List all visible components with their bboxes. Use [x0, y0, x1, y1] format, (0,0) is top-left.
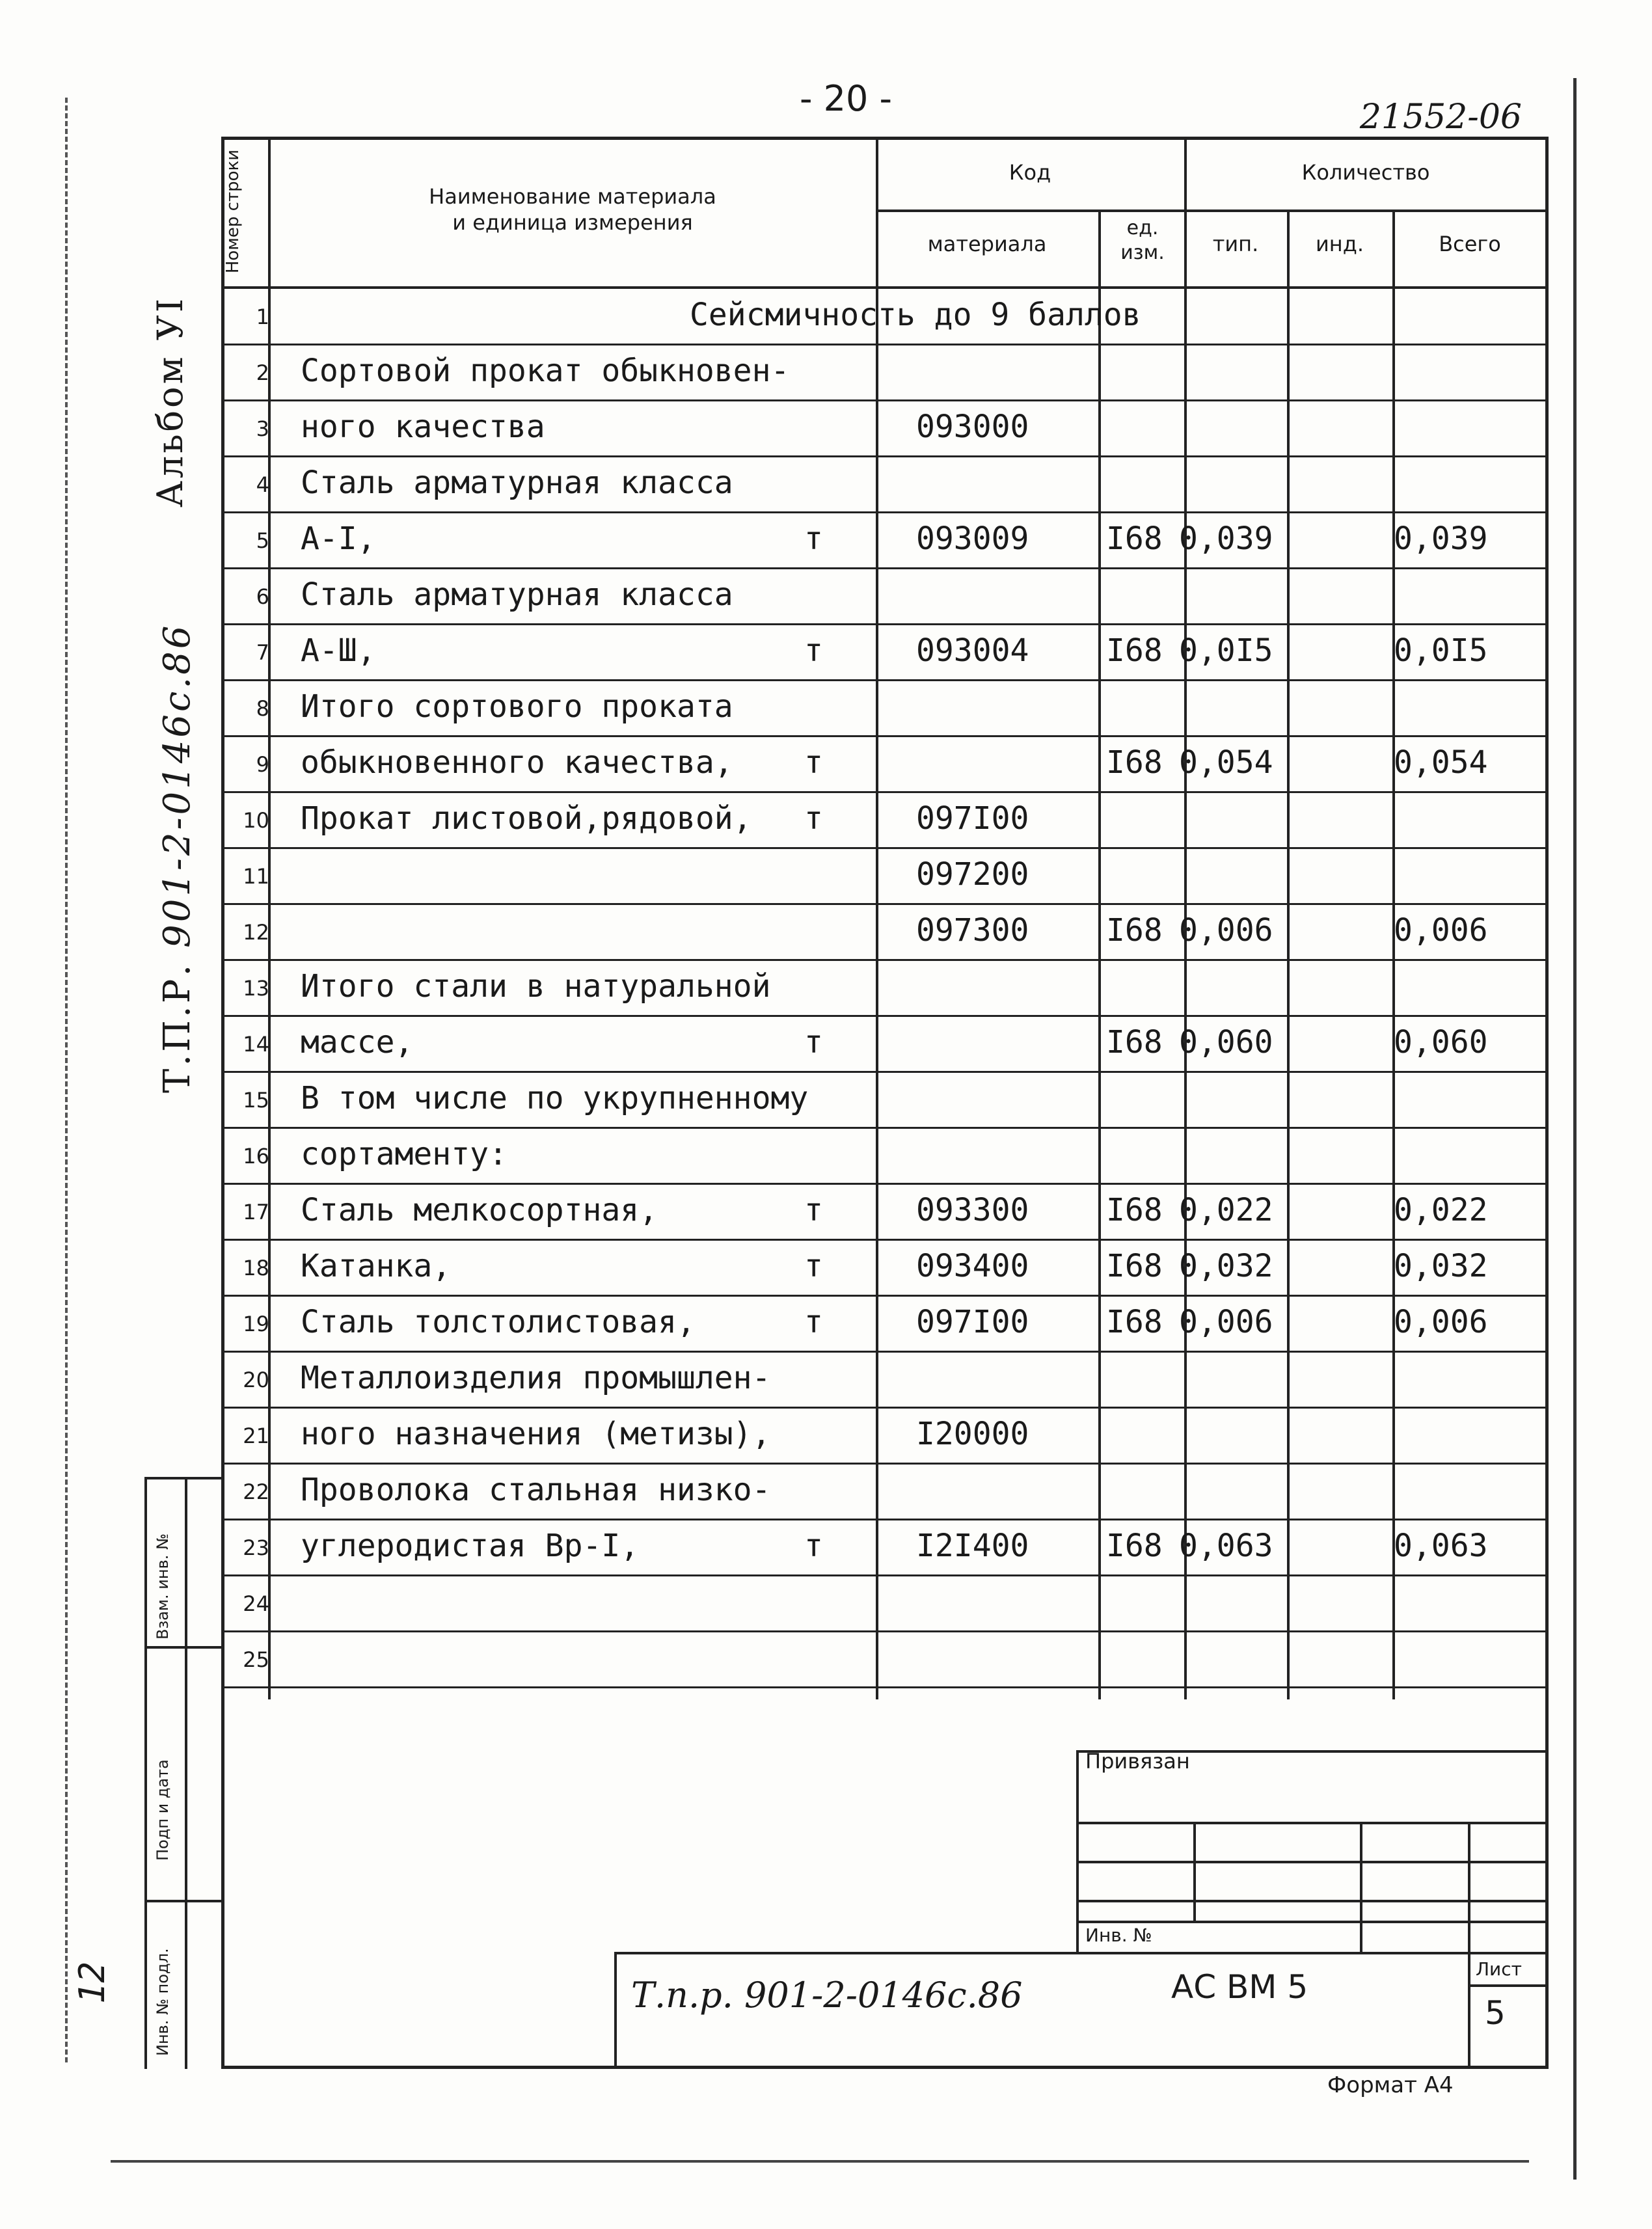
- side-stamp-mid-line: [185, 1477, 187, 2069]
- row-divider: [223, 847, 1547, 849]
- material-name: обыкновенного качества,: [301, 744, 733, 781]
- material-name: Металлоизделия промышлен-: [301, 1360, 771, 1396]
- row-divider: [223, 679, 1547, 681]
- material-name: ного назначения (метизы),: [301, 1416, 771, 1452]
- sheet-divider-line: [1468, 1984, 1549, 1987]
- material-code: 093400: [916, 1248, 1029, 1284]
- side-stamp-left-line: [144, 1477, 147, 2069]
- bottom-edge-line: [111, 2160, 1529, 2163]
- row-divider: [223, 1574, 1547, 1576]
- material-code: 093009: [916, 520, 1029, 557]
- row-number: 3: [256, 416, 269, 441]
- material-name: Итого сортового проката: [301, 688, 733, 725]
- unit: т: [804, 632, 823, 669]
- row-divider: [223, 1463, 1547, 1465]
- quantity-typical: 0,063: [1179, 1528, 1273, 1564]
- side-stamp-podp-data: Подп и дата: [154, 1759, 172, 1861]
- row-divider: [223, 1015, 1547, 1017]
- row-number: 19: [243, 1312, 269, 1336]
- quantity-typical: 0,006: [1179, 1304, 1273, 1340]
- row-number: 9: [256, 752, 269, 777]
- unit-code: I68: [1106, 1304, 1163, 1340]
- row-divider: [223, 511, 1547, 513]
- header-subline: [876, 209, 1547, 212]
- project-label-prefix: Т.П.Р.: [156, 962, 198, 1093]
- material-code: 097200: [916, 856, 1029, 893]
- quantity-total: 0,0I5: [1394, 632, 1488, 669]
- binding-label: Привязан: [1085, 1749, 1190, 1774]
- side-stamp-top-line: [144, 1477, 223, 1479]
- quantity-total: 0,063: [1394, 1528, 1488, 1564]
- stamp-divider-2: [1360, 1822, 1362, 1952]
- document-number: 21552-06: [1359, 98, 1522, 137]
- format-label: Формат А4: [1327, 2072, 1454, 2098]
- row-divider: [223, 735, 1547, 737]
- quantity-total: 0,032: [1394, 1248, 1488, 1284]
- quantity-total: 0,022: [1394, 1192, 1488, 1228]
- titleblock-code: Т.п.р. 901-2-0146с.86: [631, 1975, 1023, 2016]
- row-number: 16: [243, 1144, 269, 1169]
- row-divider: [223, 623, 1547, 625]
- material-code: 093000: [916, 409, 1029, 445]
- row-number: 23: [243, 1535, 269, 1560]
- row-number: 7: [256, 640, 269, 665]
- row-divider: [223, 344, 1547, 345]
- row-divider: [223, 1295, 1547, 1297]
- stamp-divider-3: [1468, 1822, 1470, 2068]
- row-number: 2: [256, 360, 269, 385]
- unit-code: I68: [1106, 1024, 1163, 1060]
- header-code: Код: [1009, 160, 1051, 185]
- row-divider: [223, 1519, 1547, 1520]
- quantity-typical: 0,054: [1179, 744, 1273, 781]
- unit: т: [804, 520, 823, 557]
- quantity-typical: 0,032: [1179, 1248, 1273, 1284]
- header-qty-total: Всего: [1439, 232, 1501, 256]
- project-label-code: 901-2-0146с.86: [156, 623, 198, 948]
- material-name: Сталь арматурная класса: [301, 465, 733, 501]
- quantity-typical: 0,0I5: [1179, 632, 1273, 669]
- material-name: Сталь арматурная класса: [301, 576, 733, 613]
- titleblock-top-line: [614, 1952, 1549, 1954]
- col-divider-typ: [1287, 209, 1290, 1699]
- material-name: Сталь мелкосортная,: [301, 1192, 658, 1228]
- header-name: Наименование материала и единица измерения: [429, 184, 716, 235]
- row-number: 25: [243, 1647, 269, 1672]
- stamp-line-2: [1076, 1861, 1549, 1863]
- row-divider: [223, 959, 1547, 961]
- header-qty-typ: тип.: [1212, 232, 1259, 256]
- unit: т: [804, 1024, 823, 1060]
- header-code-material: материала: [927, 232, 1047, 256]
- quantity-total: 0,060: [1394, 1024, 1488, 1060]
- quantity-typical: 0,006: [1179, 912, 1273, 949]
- material-name: А-Ш,: [301, 632, 376, 669]
- material-code: I20000: [916, 1416, 1029, 1452]
- unit-code: I68: [1106, 520, 1163, 557]
- header-bottom-line: [223, 286, 1547, 289]
- row-number: 13: [243, 976, 269, 1001]
- unit: т: [804, 800, 823, 837]
- row-divider: [223, 1183, 1547, 1185]
- album-label: Альбом УI: [150, 295, 191, 507]
- row-number: 1: [256, 304, 269, 329]
- unit: т: [804, 1304, 823, 1340]
- material-name: массе,: [301, 1024, 414, 1060]
- row-divider: [223, 1351, 1547, 1353]
- side-stamp-line-1: [144, 1646, 223, 1649]
- row-divider: [223, 1127, 1547, 1129]
- unit: т: [804, 1192, 823, 1228]
- unit: т: [804, 744, 823, 781]
- row-divider: [223, 399, 1547, 401]
- col-divider-name: [876, 138, 878, 1699]
- stamp-divider-1: [1193, 1822, 1196, 1921]
- row-number: 8: [256, 696, 269, 721]
- right-edge-line: [1573, 78, 1577, 2180]
- col-divider-ind: [1392, 209, 1395, 1699]
- side-stamp-inv-podl: Инв. № подл.: [154, 1948, 172, 2056]
- col-divider-code: [1098, 209, 1101, 1699]
- row-divider: [223, 1407, 1547, 1409]
- quantity-typical: 0,022: [1179, 1192, 1273, 1228]
- header-qty-ind: инд.: [1315, 232, 1364, 256]
- unit-code: I68: [1106, 1192, 1163, 1228]
- row-divider: [223, 1630, 1547, 1632]
- row-number: 11: [243, 864, 269, 889]
- stamp-line-3: [1076, 1900, 1549, 1902]
- material-code: 097I00: [916, 1304, 1029, 1340]
- material-name: Сталь толстолистовая,: [301, 1304, 696, 1340]
- inventory-label: Инв. №: [1085, 1925, 1152, 1946]
- stamp-line-1: [1076, 1822, 1549, 1824]
- unit-code: I68: [1106, 912, 1163, 949]
- side-stamp-vzam-inv: Взам. инв. №: [154, 1533, 172, 1640]
- row-number: 24: [243, 1591, 269, 1616]
- header-quantity: Количество: [1301, 160, 1430, 185]
- row-number: 17: [243, 1200, 269, 1224]
- quantity-total: 0,006: [1394, 1304, 1488, 1340]
- material-name: Итого стали в натуральной: [301, 968, 771, 1005]
- unit-code: I68: [1106, 1528, 1163, 1564]
- material-name: Сортовой прокат обыкновен-: [301, 353, 790, 389]
- row-number: 18: [243, 1256, 269, 1280]
- section-title: Сейсмичность до 9 баллов: [690, 297, 1141, 333]
- row-number: 14: [243, 1032, 269, 1057]
- row-number: 4: [256, 472, 269, 497]
- binding-edge-line: [65, 98, 70, 2062]
- material-name: ного качества: [301, 409, 545, 445]
- material-code: 097300: [916, 912, 1029, 949]
- material-code: I2I400: [916, 1528, 1029, 1564]
- material-name: Прокат листовой,рядовой,: [301, 800, 752, 837]
- quantity-total: 0,039: [1394, 520, 1488, 557]
- titleblock-mark: АС ВМ 5: [1171, 1968, 1308, 2006]
- project-label: [156, 623, 198, 1093]
- sheet-label: Лист: [1476, 1958, 1522, 1980]
- row-number: 22: [243, 1479, 269, 1504]
- material-code: 097I00: [916, 800, 1029, 837]
- margin-mark: 12: [72, 1961, 113, 2004]
- titleblock-left-line: [614, 1952, 617, 2068]
- material-name: В том числе по укрупненному: [301, 1080, 809, 1116]
- row-divider: [223, 903, 1547, 905]
- row-divider: [223, 567, 1547, 569]
- row-divider: [223, 1071, 1547, 1073]
- unit-code: I68: [1106, 1248, 1163, 1284]
- material-name: сортаменту:: [301, 1136, 508, 1172]
- side-stamp-line-2: [144, 1900, 223, 1902]
- row-divider: [223, 1239, 1547, 1241]
- material-name: А-I,: [301, 520, 376, 557]
- row-number: 5: [256, 528, 269, 553]
- quantity-total: 0,006: [1394, 912, 1488, 949]
- stamp-line-4: [1076, 1921, 1549, 1923]
- material-code: 093004: [916, 632, 1029, 669]
- quantity-typical: 0,060: [1179, 1024, 1273, 1060]
- quantity-total: 0,054: [1394, 744, 1488, 781]
- unit-code: I68: [1106, 744, 1163, 781]
- unit-code: I68: [1106, 632, 1163, 669]
- row-divider: [223, 1686, 1547, 1688]
- unit: т: [804, 1528, 823, 1564]
- row-number: 21: [243, 1424, 269, 1448]
- unit: т: [804, 1248, 823, 1284]
- material-name: Проволока стальная низко-: [301, 1472, 771, 1508]
- material-name: углеродистая Вр-I,: [301, 1528, 640, 1564]
- row-number: 10: [243, 808, 269, 833]
- quantity-typical: 0,039: [1179, 520, 1273, 557]
- row-number: 6: [256, 584, 269, 609]
- header-code-unit: ед. изм.: [1120, 217, 1165, 264]
- material-code: 093300: [916, 1192, 1029, 1228]
- row-number: 15: [243, 1088, 269, 1113]
- row-number: 20: [243, 1368, 269, 1392]
- sheet-number: 5: [1485, 1994, 1506, 2032]
- page-number: - 20 -: [799, 78, 892, 119]
- row-number: 12: [243, 920, 269, 945]
- row-divider: [223, 455, 1547, 457]
- material-name: Катанка,: [301, 1248, 452, 1284]
- header-row-number: Номер строки: [223, 149, 243, 274]
- row-divider: [223, 791, 1547, 793]
